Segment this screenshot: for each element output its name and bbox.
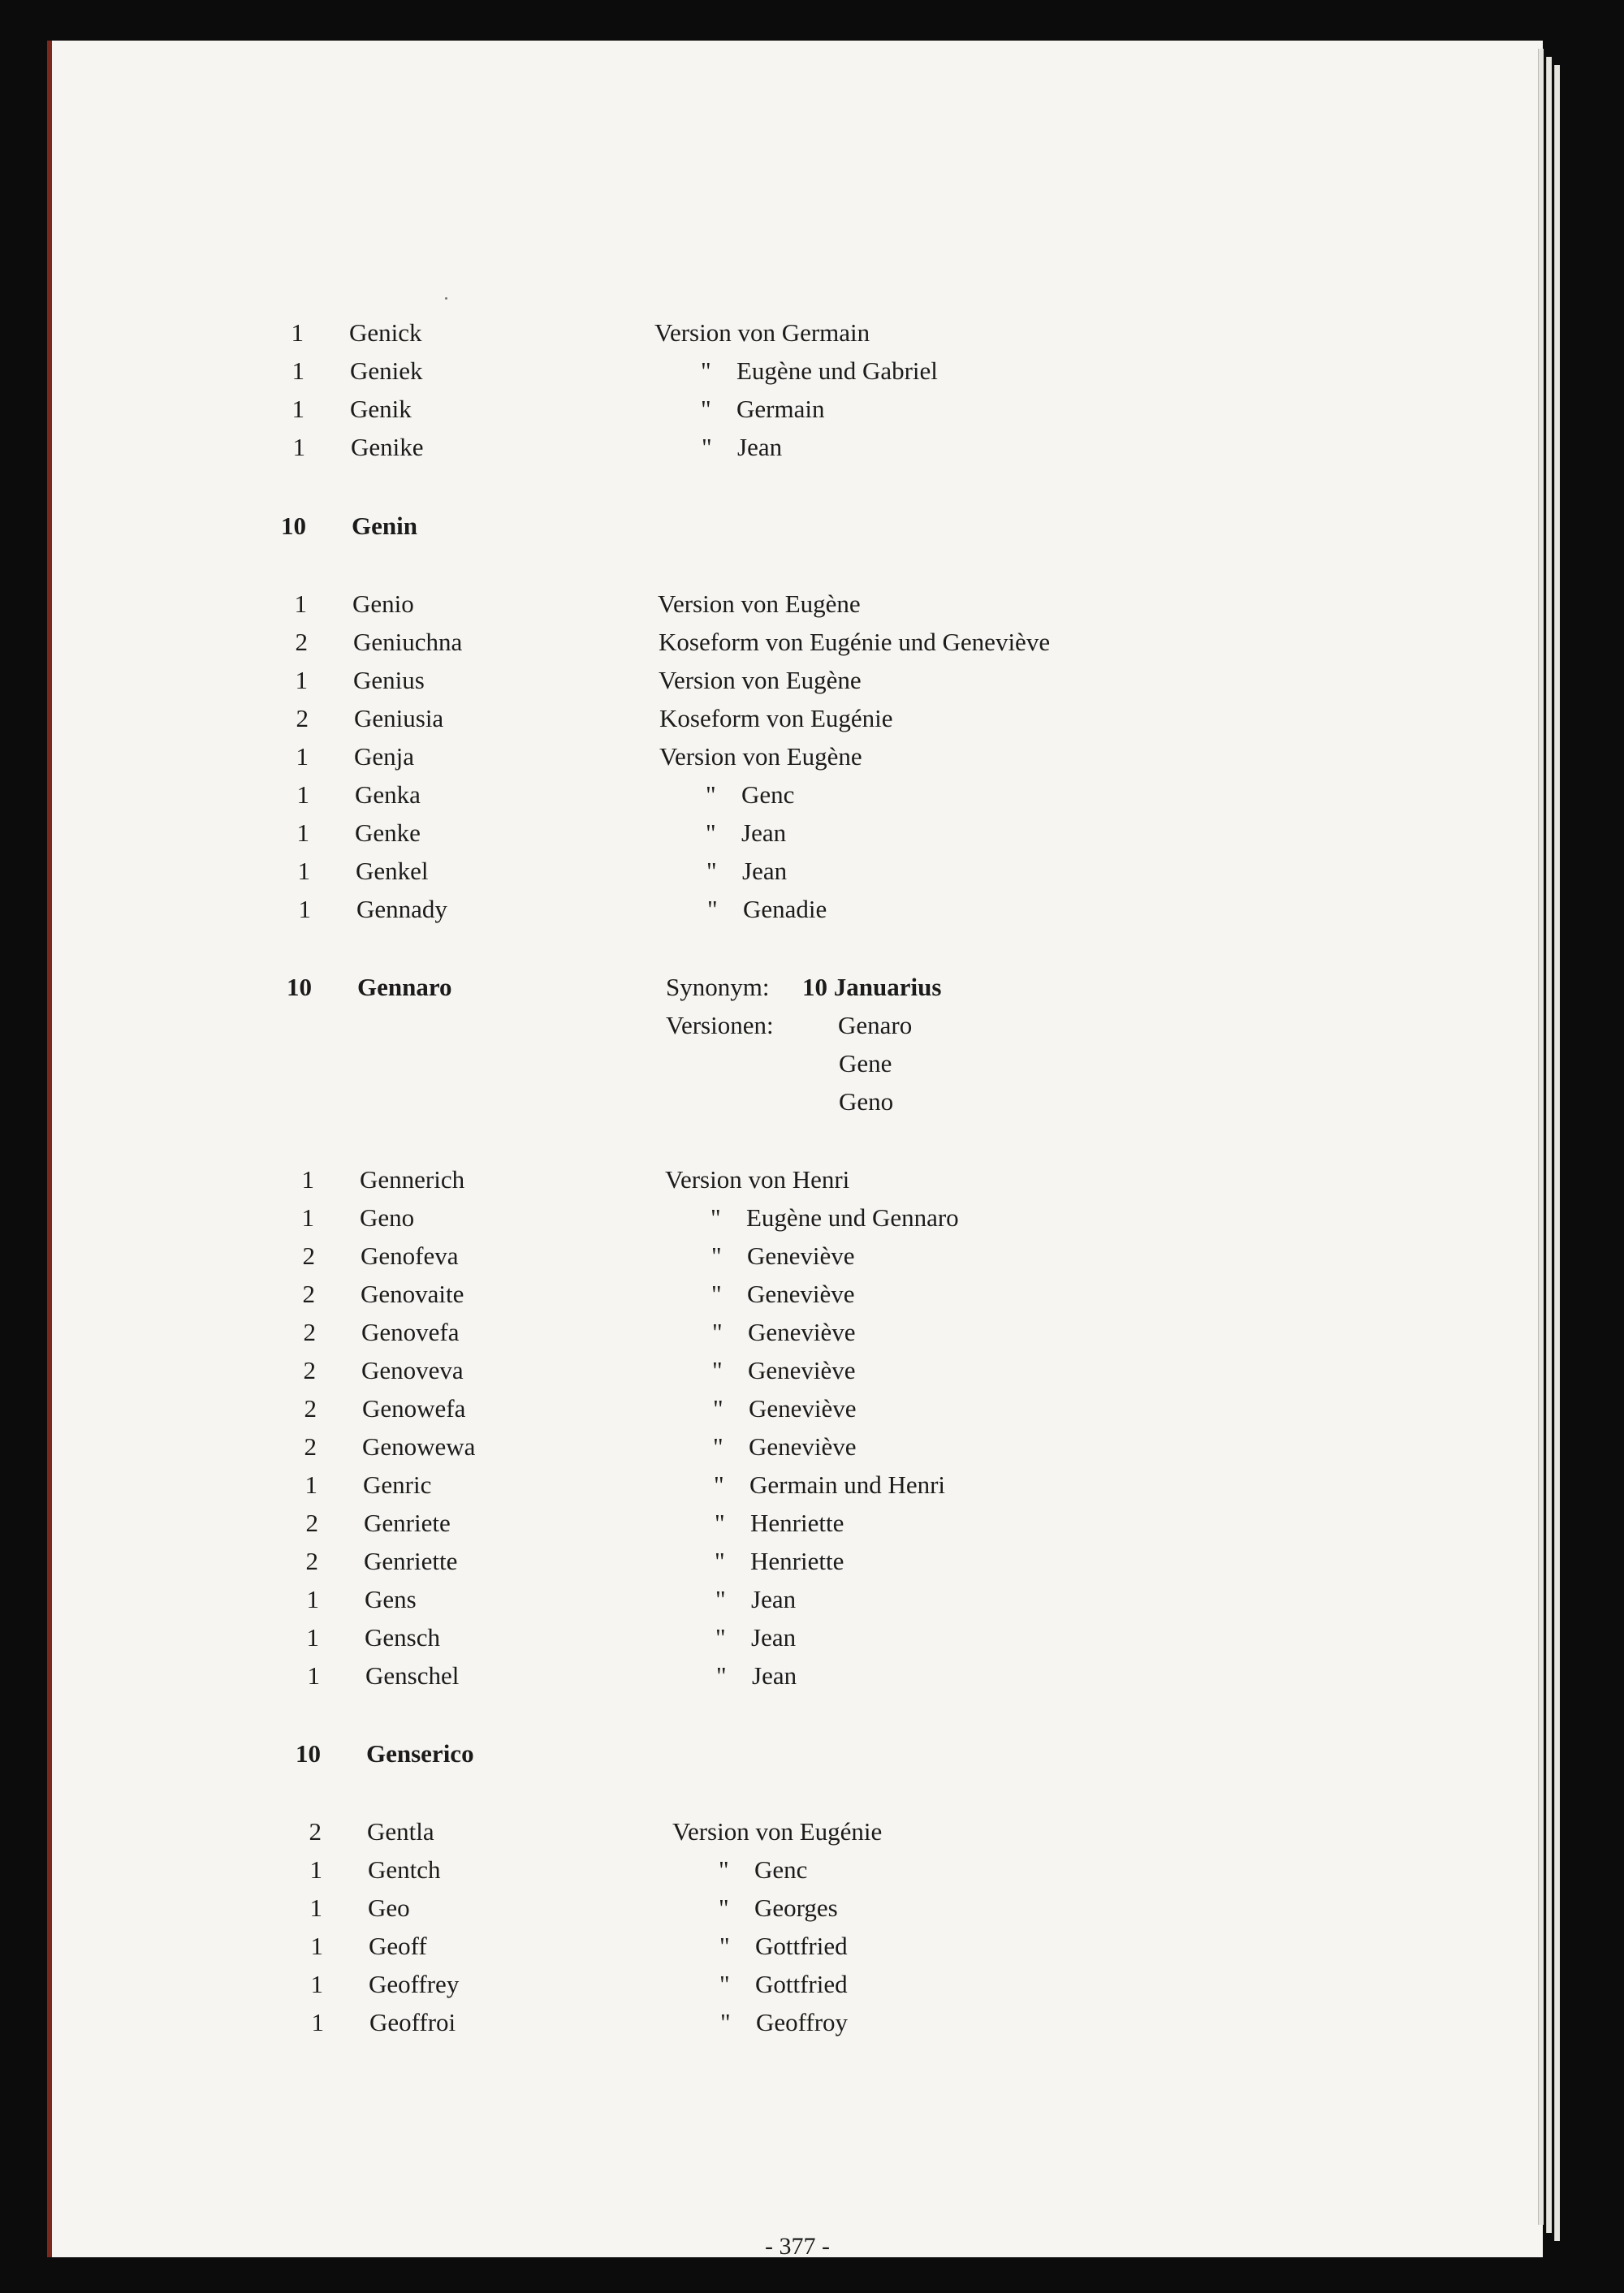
name-entry: Genin	[352, 512, 417, 540]
name-origin-value: Henriette	[750, 1509, 844, 1537]
ditto-mark: "	[719, 1855, 729, 1884]
name-origin: Koseform von Eugénie und Geneviève	[659, 628, 1051, 656]
name-origin-value: Geoffroy	[756, 2008, 849, 2036]
name-count: 1	[296, 742, 309, 771]
name-origin: Koseform von Eugénie	[659, 704, 893, 732]
name-entry: Genschel	[365, 1661, 460, 1690]
name-origin-value: Geneviève	[747, 1280, 855, 1308]
name-entry: Geo	[368, 1894, 410, 1922]
name-origin-value: Gottfried	[755, 1932, 848, 1960]
name-count: 2	[304, 1394, 317, 1423]
name-entry: Genric	[363, 1470, 432, 1499]
page-edge	[1546, 57, 1552, 2233]
name-count: 2	[303, 1356, 316, 1384]
name-count: 2	[304, 1432, 317, 1461]
ditto-mark: "	[702, 433, 712, 461]
name-count: 1	[306, 1585, 319, 1613]
ditto-mark: "	[719, 1894, 729, 1922]
name-entry: Genowefa	[362, 1394, 466, 1423]
name-count: 2	[296, 704, 309, 732]
name-count: 1	[304, 1470, 317, 1499]
ditto-mark: "	[706, 818, 716, 847]
name-count: 1	[301, 1165, 314, 1194]
name-count: 1	[292, 356, 304, 385]
name-entry: Genriette	[364, 1547, 458, 1575]
ditto-mark: "	[710, 1203, 721, 1232]
name-entry: Genovefa	[361, 1318, 460, 1346]
name-count: 1	[309, 1855, 322, 1884]
ditto-mark: "	[719, 1932, 730, 1960]
name-origin-value: 10 Januarius	[802, 973, 942, 1001]
name-origin-value: Geneviève	[748, 1356, 856, 1384]
name-count: 1	[295, 666, 308, 694]
name-count: 1	[291, 318, 304, 347]
name-count: 1	[309, 1894, 322, 1922]
name-origin-value: Jean	[752, 1661, 797, 1690]
name-origin-value: Gene	[839, 1049, 892, 1077]
name-entry: Genofeva	[361, 1242, 459, 1270]
name-origin-value: Geneviève	[747, 1242, 855, 1270]
name-origin-value: Jean	[737, 433, 783, 461]
name-count: 2	[302, 1242, 315, 1270]
name-entry: Geoff	[369, 1932, 427, 1960]
name-entry: Genja	[354, 742, 415, 771]
name-origin: Version von Eugénie	[672, 1817, 883, 1846]
ditto-mark: "	[715, 1547, 725, 1575]
name-count: 10	[296, 1739, 321, 1768]
ditto-mark: "	[706, 780, 716, 809]
name-origin-value: Jean	[751, 1623, 797, 1652]
name-origin-value: Eugène und Gabriel	[736, 356, 938, 385]
name-origin-label: Versionen:	[666, 1011, 774, 1039]
ditto-mark: "	[711, 1280, 722, 1308]
name-count: 2	[303, 1318, 316, 1346]
name-count: 1	[301, 1203, 314, 1232]
name-origin: Version von Henri	[665, 1165, 850, 1194]
name-entry: Gentla	[367, 1817, 434, 1846]
name-entry: Genriete	[364, 1509, 451, 1537]
name-count: 1	[310, 1932, 323, 1960]
name-count: 1	[298, 895, 311, 923]
name-origin-value: Gottfried	[755, 1970, 848, 1998]
ditto-mark: "	[711, 1242, 722, 1270]
name-count: 1	[307, 1661, 320, 1690]
ditto-mark: "	[707, 895, 718, 923]
name-origin-value: Genc	[754, 1855, 808, 1884]
name-entry: Genike	[351, 433, 424, 461]
name-count: 1	[297, 857, 310, 885]
name-entry: Gens	[365, 1585, 417, 1613]
ditto-mark: "	[701, 356, 711, 385]
name-count: 2	[309, 1817, 322, 1846]
name-entry: Gentch	[368, 1855, 441, 1884]
name-entry: Genka	[355, 780, 421, 809]
name-entry: Genowewa	[362, 1432, 476, 1461]
name-count: 10	[281, 512, 306, 540]
ink-speck	[445, 297, 447, 300]
name-entry: Gennerich	[360, 1165, 465, 1194]
name-origin-value: Genaro	[838, 1011, 913, 1039]
ditto-mark: "	[712, 1356, 723, 1384]
name-origin-value: Geno	[839, 1087, 894, 1116]
name-entry: Geoffrey	[369, 1970, 460, 1998]
name-entry: Genke	[355, 818, 421, 847]
ditto-mark: "	[713, 1394, 723, 1423]
name-count: 1	[296, 818, 309, 847]
name-entry: Genio	[352, 589, 414, 618]
ditto-mark: "	[714, 1470, 724, 1499]
name-origin: Version von Eugène	[659, 742, 862, 771]
name-origin-value: Eugène und Gennaro	[746, 1203, 959, 1232]
name-origin-value: Henriette	[750, 1547, 844, 1575]
name-count: 2	[305, 1547, 318, 1575]
name-origin-value: Germain und Henri	[749, 1470, 946, 1499]
ditto-mark: "	[701, 395, 711, 423]
name-count: 2	[305, 1509, 318, 1537]
ditto-mark: "	[719, 1970, 730, 1998]
name-count: 2	[302, 1280, 315, 1308]
ditto-mark: "	[713, 1432, 723, 1461]
page-edge	[1554, 65, 1560, 2241]
ditto-mark: "	[715, 1623, 726, 1652]
name-entry: Genick	[349, 318, 422, 347]
name-origin-value: Genadie	[743, 895, 827, 923]
name-count: 1	[310, 1970, 323, 1998]
name-entry: Genik	[350, 395, 412, 423]
name-origin: Version von Germain	[654, 318, 870, 347]
name-entry: Genkel	[356, 857, 429, 885]
name-entry: Geniek	[350, 356, 423, 385]
name-origin: Version von Eugène	[659, 666, 862, 694]
name-count: 2	[295, 628, 308, 656]
book-page	[47, 41, 1543, 2260]
name-origin-value: Genc	[741, 780, 795, 809]
name-count: 1	[306, 1623, 319, 1652]
name-count: 1	[292, 395, 304, 423]
name-count: 1	[296, 780, 309, 809]
name-origin-value: Jean	[742, 857, 788, 885]
name-origin-value: Georges	[754, 1894, 838, 1922]
name-origin-label: Synonym:	[666, 973, 770, 1001]
name-count: 1	[311, 2008, 324, 2036]
name-origin-value: Jean	[751, 1585, 797, 1613]
name-count: 1	[292, 433, 305, 461]
ditto-mark: "	[715, 1585, 726, 1613]
name-entry: Geniuchna	[353, 628, 463, 656]
name-origin-value: Geneviève	[749, 1394, 857, 1423]
name-entry: Genoveva	[361, 1356, 464, 1384]
ditto-mark: "	[712, 1318, 723, 1346]
name-origin-value: Germain	[736, 395, 825, 423]
name-origin-value: Jean	[741, 818, 787, 847]
name-entry: Gennady	[356, 895, 447, 923]
ditto-mark: "	[720, 2008, 731, 2036]
page-number: - 377 -	[765, 2233, 830, 2260]
name-entry: Genius	[353, 666, 425, 694]
name-entry: Geno	[360, 1203, 415, 1232]
ditto-mark: "	[716, 1661, 727, 1690]
name-origin-value: Geneviève	[748, 1318, 856, 1346]
page-edge	[1538, 49, 1544, 2225]
name-entry: Genovaite	[361, 1280, 464, 1308]
name-entry: Genserico	[366, 1739, 474, 1768]
name-count: 10	[287, 973, 312, 1001]
ditto-mark: "	[706, 857, 717, 885]
name-entry: Gennaro	[357, 973, 452, 1001]
name-entry: Geniusia	[354, 704, 444, 732]
name-origin-value: Geneviève	[749, 1432, 857, 1461]
name-entry: Geoffroi	[369, 2008, 456, 2036]
name-origin: Version von Eugène	[658, 589, 861, 618]
name-entry: Gensch	[365, 1623, 440, 1652]
name-count: 1	[294, 589, 307, 618]
ditto-mark: "	[715, 1509, 725, 1537]
